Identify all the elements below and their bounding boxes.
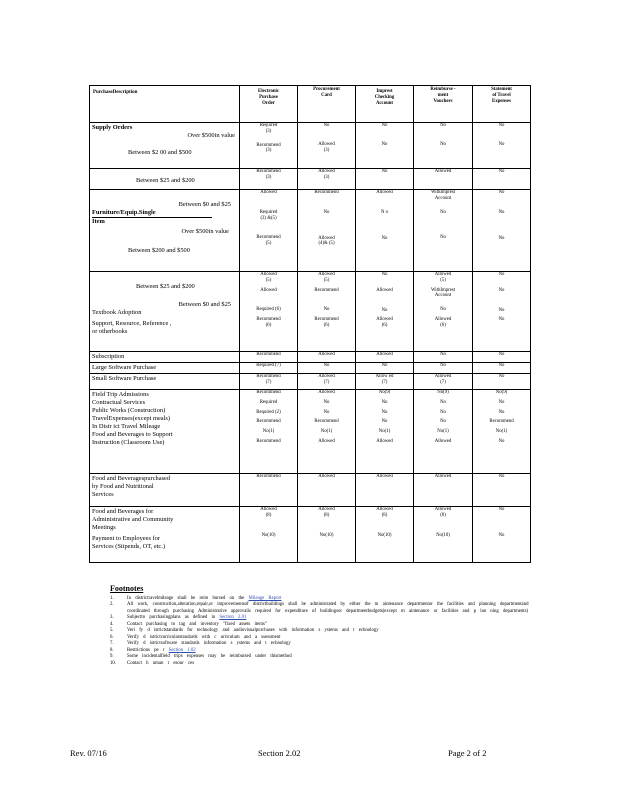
header-statement-travel-expenses: Statement of Travel Expenses — [473, 86, 531, 123]
cell-ica: Allowed (8) No(10) — [356, 507, 414, 563]
row-supply-orders: Supply Orders Over $500in value Between $2 00 and $500 — [90, 123, 240, 169]
section-label: Section 2.02 — [258, 748, 301, 758]
cell-epo: Recommend — [240, 474, 298, 507]
cell-ica: Allowed N o No — [356, 190, 414, 272]
cell-rv: Allowed (8) No(10) — [414, 507, 473, 563]
cell-pcard: Allowed — [298, 352, 356, 363]
footnote-item: 3. Subjectto purchasingplans as defined in Section 2.01 — [110, 615, 247, 621]
header-procurement-card: Procurement Card — [298, 86, 356, 123]
table-row — [90, 272, 531, 352]
cell-epo: Recommend (3) — [240, 169, 298, 190]
cell-rv: WithImprest Account No No — [414, 190, 473, 272]
cell-ica: Allowed — [356, 352, 414, 363]
table-row — [90, 390, 531, 474]
cell-epo: Allowed Required (3) &(5) Recommend (5) — [240, 190, 298, 272]
cell-pcard: Recommend No Allowed (4)& (5) — [298, 190, 356, 272]
cell-epo: Allowed (5) Allowed Required (6) Recommend (6) — [240, 272, 298, 352]
cell-ica: No — [356, 363, 414, 374]
cell-rv: Allowed — [414, 474, 473, 507]
table-row — [90, 374, 531, 390]
cell-pcard: Allowed — [298, 474, 356, 507]
footnote-item: 10. Contact h uman r esour ces — [110, 660, 195, 666]
footnote-item: 5. Veri fy d istrictstandards for technology and audiovisualpurchases with information s ystems and t echnology — [110, 628, 379, 634]
cell-pcard: Allowed No No Recommend No(1) Allowed — [298, 390, 356, 474]
cell-ste: No — [473, 363, 531, 374]
row-large-software: Large Software Purchase — [90, 363, 240, 374]
row-supply-25-200: Between $25 and $200 — [90, 169, 240, 190]
cell-ica: No No — [356, 123, 414, 169]
table-row — [90, 169, 531, 190]
purchase-table — [89, 85, 531, 563]
cell-ste: No — [473, 352, 531, 363]
cell-pcard: Allowed (3) — [298, 169, 356, 190]
footnote-item: 8. Restrictions pe r Section 1.02 — [110, 647, 196, 653]
cell-ica: No(9) No No No No(1) Allowed — [356, 390, 414, 474]
cell-pcard: Allowed (5) Recommend No Recommend (6) — [298, 272, 356, 352]
header-electronic-purchase-order: Electronic Purchase Order — [240, 86, 298, 123]
cell-ste: No No No No — [473, 272, 531, 352]
cell-pcard: No — [298, 363, 356, 374]
table-header-row — [90, 86, 531, 123]
section-2-01-link[interactable]: Section 2.01 — [219, 615, 247, 621]
cell-epo: Recommend Required Required (2) Recommend No(1) Recommend — [240, 390, 298, 474]
cell-ica: Allow ed (7) — [356, 374, 414, 390]
cell-rv: No — [414, 352, 473, 363]
cell-epo: Recommend (7) — [240, 374, 298, 390]
table-row — [90, 474, 531, 507]
cell-epo: Required (7) — [240, 363, 298, 374]
row-subscription: Subscription — [90, 352, 240, 363]
cell-ste: No(9) No No Recommend No(1) No — [473, 390, 531, 474]
page-number: Page 2 of 2 — [448, 748, 487, 758]
cell-ste: No No No — [473, 190, 531, 272]
cell-rv: No — [414, 363, 473, 374]
row-misc-services: Field Trip Admissions Contractual Services Public Works (Construction) TravelExpenses(except meals) In Distr ict Travel Mileage Food and Beverages to Support Instruction (Classroom Use) — [90, 390, 240, 474]
table-row — [90, 123, 531, 169]
cell-ste: No No — [473, 123, 531, 169]
cell-epo: Recommend — [240, 352, 298, 363]
table-row — [90, 507, 531, 563]
cell-rv: Allowed (7) — [414, 374, 473, 390]
cell-ica: Allowed — [356, 474, 414, 507]
row-furniture-equipment: Between $0 and $25 Furniture/Equip.Single Item Over $500in value Between $200 and $500 — [90, 190, 240, 272]
cell-pcard: Allowed (8) No(10) — [298, 507, 356, 563]
cell-ste: No — [473, 474, 531, 507]
cell-rv: No(9) No No No No(1) Allowed — [414, 390, 473, 474]
row-furniture-small-and-textbooks: Between $25 and $200 Between $0 and $25 Textbook Adoption Support, Resource, Reference , or otherbooks — [90, 272, 240, 352]
cell-rv: Allowed — [414, 169, 473, 190]
footnote-item: 9. Some incidentalfield trips expenses may be reimbursed under thismethod — [110, 654, 292, 660]
cell-epo: Allowed (8) No(10) — [240, 507, 298, 563]
footnote-item: 1. In districtravelmileage shall be reim bursed on the Mileage Report — [110, 596, 282, 601]
cell-pcard: No Allowed (3) — [298, 123, 356, 169]
cell-ste: No No — [473, 507, 531, 563]
row-food-admin-and-payment: Food and Beverages for Administrative and Community Meetings Payment to Employees for Services (Stipends, OT, etc.) — [90, 507, 240, 563]
mileage-report-link[interactable]: Mileage Report — [248, 596, 282, 601]
cell-ste: No — [473, 374, 531, 390]
header-description: PurchaseDescription — [90, 86, 240, 123]
header-imprest-checking-account: Imprest Checking Account — [356, 86, 414, 123]
footnotes-title: Footnotes — [110, 584, 144, 593]
cell-ica: No — [356, 169, 414, 190]
cell-ste: No — [473, 169, 531, 190]
row-small-software: Small Software Purchase — [90, 374, 240, 390]
table-row — [90, 363, 531, 374]
header-reimbursement-vouchers: Reimburse - ment Vouchers — [414, 86, 473, 123]
footnote-item: 6. Verify d istrictcurricularstandards with c urriculum and a ssessment — [110, 634, 281, 640]
cell-ica: No Allowed No Allowed (6) — [356, 272, 414, 352]
footnote-item: 7. Verify d istrictsoftware standards information s ystems and t echnology — [110, 641, 291, 647]
cell-rv: No No — [414, 123, 473, 169]
table-row — [90, 190, 531, 272]
table-row — [90, 352, 531, 363]
footnote-item: 2. All work, construction,alteration,repair,or improvementsof districtbuildings shall be administrated by either the m aintenance departmentor the facilities and planning departmentand coordinated through purchasing Administrative approvalis required for expenditure of buildingsor departmentbudgets(except m aintenance or facilities and p lan ning departments) — [110, 602, 529, 614]
section-1-02-link[interactable]: Section 1.02 — [168, 647, 196, 653]
cell-pcard: Allowed (7) — [298, 374, 356, 390]
row-food-nutritional-services: Food and Beveragespurchased by Food and Nutritional Services — [90, 474, 240, 507]
cell-epo: Required (3) Recommend (3) — [240, 123, 298, 169]
footnote-item: 4. Contact purchasing to tag and inventory "fixed assets items" — [110, 621, 267, 627]
footnotes-section — [110, 584, 530, 667]
revision-label: Rev. 07/16 — [70, 748, 107, 758]
cell-rv: Allowed (5) WithImprest Account No Allowed (6) — [414, 272, 473, 352]
